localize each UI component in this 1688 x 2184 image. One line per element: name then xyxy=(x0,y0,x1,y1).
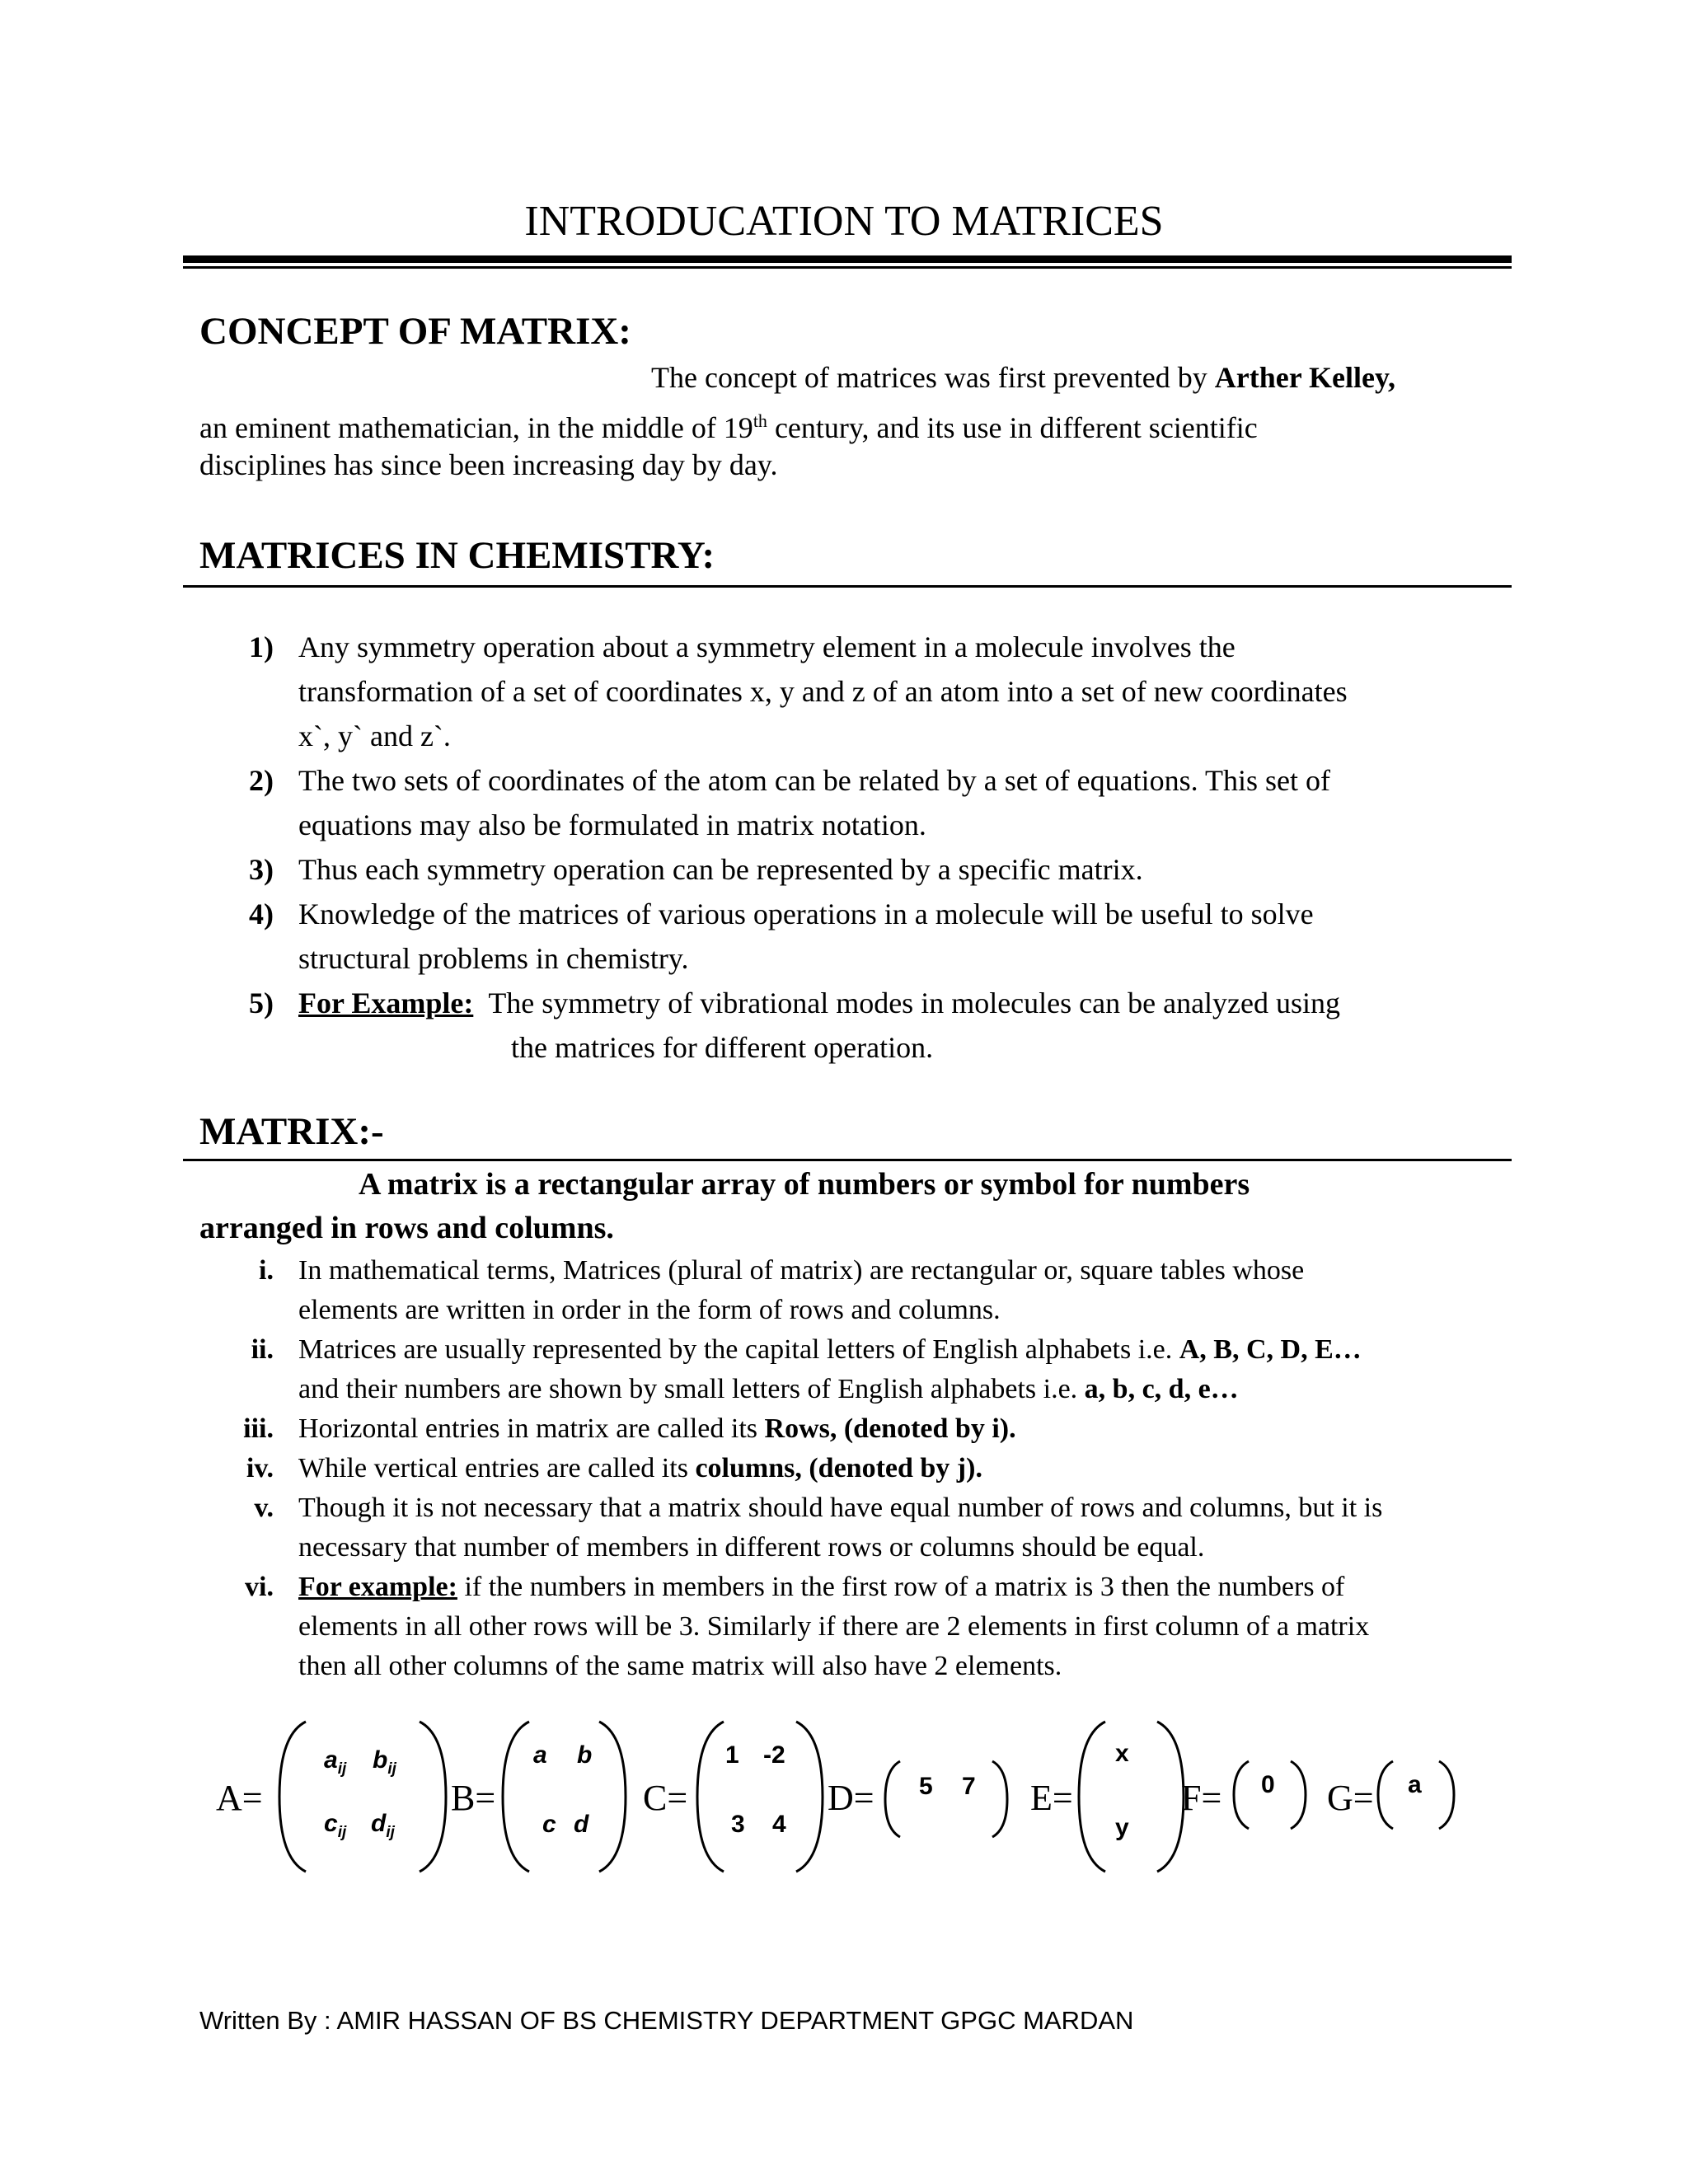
chemistry-rule xyxy=(183,585,1512,588)
chemistry-item-4-line-2: structural problems in chemistry. xyxy=(298,942,689,975)
chemistry-item-2-line-2: equations may also be formulated in matrix notation. xyxy=(298,808,926,841)
matrix-item-vi-line-3: then all other columns of the same matrix will also have 2 elements. xyxy=(298,1651,1062,1681)
for-example-label-2: For example: xyxy=(298,1572,457,1602)
page-title: INTRODUCATION TO MATRICES xyxy=(524,198,1164,245)
matrix-a-entry-b: $b_{ij}$ xyxy=(373,1746,396,1778)
title-rule-thin xyxy=(183,266,1512,269)
matrix-b-entry-b: b xyxy=(577,1741,593,1769)
matrix-a-entry-c: $c_{ij}$ xyxy=(324,1810,347,1841)
matrix-a-right-paren xyxy=(416,1718,449,1875)
concept-line-2: an eminent mathematician, in the middle of 19th century, and its use in different scientific xyxy=(199,410,1258,444)
matrix-item-i: i. In mathematical terms, Matrices (plural of matrix) are rectangular or, square tables whose xyxy=(259,1255,1305,1286)
matrix-b-right-paren xyxy=(596,1718,629,1875)
for-example-label: For Example: xyxy=(298,987,474,1019)
chemistry-heading: MATRICES IN CHEMISTRY: xyxy=(199,534,715,577)
matrix-a-entry-d: $d_{ij}$ xyxy=(371,1810,395,1841)
matrix-f-right-paren xyxy=(1287,1758,1309,1832)
matrix-c-entry-4: 4 xyxy=(772,1811,786,1838)
matrix-a-label: A= xyxy=(216,1778,263,1818)
matrix-item-v-line-2: necessary that number of members in different rows or columns should be equal. xyxy=(298,1532,1205,1563)
title-rule-thick xyxy=(183,255,1512,263)
chemistry-item-3: 3) Thus each symmetry operation can be represented by a specific matrix. xyxy=(249,853,1143,886)
matrix-e-entry-x: x xyxy=(1115,1740,1129,1767)
matrix-g-entry-a: a xyxy=(1408,1771,1422,1798)
chemistry-item-2: 2) The two sets of coordinates of the atom can be related by a set of equations. This set of xyxy=(249,764,1330,797)
chemistry-item-1-line-3: x`, y` and z`. xyxy=(298,719,451,752)
matrix-g-label: G= xyxy=(1327,1778,1374,1818)
concept-line-1: The concept of matrices was first prevented by Arther Kelley, xyxy=(651,361,1396,394)
matrix-g-right-paren xyxy=(1436,1758,1457,1832)
concept-heading: CONCEPT OF MATRIX: xyxy=(199,310,631,353)
matrix-f-entry-0: 0 xyxy=(1261,1771,1275,1798)
matrix-d-right-paren xyxy=(989,1758,1010,1840)
matrix-c-entry-1: 1 xyxy=(725,1741,739,1769)
chemistry-item-5: 5) For Example: The symmetry of vibrational modes in molecules can be analyzed using xyxy=(249,987,1341,1019)
chemistry-item-1-line-2: transformation of a set of coordinates x, y and z of an atom into a set of new coordinates xyxy=(298,675,1348,708)
chemistry-item-1: 1) Any symmetry operation about a symmetry element in a molecule involves the xyxy=(249,630,1236,663)
matrix-item-i-line-2: elements are written in order in the form of rows and columns. xyxy=(298,1295,1001,1325)
matrix-item-vi: vi. For example: if the numbers in members in the first row of a matrix is 3 then the numbers of xyxy=(245,1572,1345,1602)
matrix-e-entry-y: y xyxy=(1115,1814,1129,1841)
matrix-c-entry-2: -2 xyxy=(763,1741,785,1769)
matrix-f-label: F= xyxy=(1181,1778,1222,1818)
chemistry-item-4: 4) Knowledge of the matrices of various operations in a molecule will be useful to solve xyxy=(249,898,1314,930)
matrix-d-label: D= xyxy=(828,1778,874,1818)
author-name: Arther Kelley, xyxy=(1214,361,1396,394)
matrix-item-ii-line-2: and their numbers are shown by small letters of English alphabets i.e. a, b, c, d, e… xyxy=(298,1374,1239,1404)
matrix-b-left-paren xyxy=(499,1718,532,1875)
concept-line-3: disciplines has since been increasing day by day. xyxy=(199,448,778,481)
matrix-c-right-paren xyxy=(793,1718,826,1875)
matrix-d-entry-1: 5 xyxy=(919,1773,933,1800)
matrix-e-left-paren xyxy=(1076,1718,1109,1875)
matrix-definition-line-2: arranged in rows and columns. xyxy=(199,1211,614,1245)
chemistry-item-5-line-2: the matrices for different operation. xyxy=(511,1031,934,1064)
matrix-item-iii: iii. Horizontal entries in matrix are called its Rows, (denoted by i). xyxy=(243,1413,1016,1444)
matrix-e-label: E= xyxy=(1030,1778,1073,1818)
matrix-a-entry-a: $a_{ij}$ xyxy=(324,1746,347,1778)
matrix-b-label: B= xyxy=(451,1778,496,1818)
matrix-d-left-paren xyxy=(882,1758,903,1840)
matrix-definition-line-1: A matrix is a rectangular array of numbers or symbol for numbers xyxy=(359,1167,1250,1202)
matrix-item-ii: ii. Matrices are usually represented by the capital letters of English alphabets i.e. A, B, C, D, E… xyxy=(251,1334,1362,1365)
matrix-a-left-paren xyxy=(276,1718,309,1875)
matrix-item-vi-line-2: elements in all other rows will be 3. Similarly if there are 2 elements in first column of a matrix xyxy=(298,1611,1370,1642)
matrix-item-v: v. Though it is not necessary that a matrix should have equal number of rows and columns, but it is xyxy=(254,1493,1383,1523)
matrix-b-entry-d: d xyxy=(574,1811,589,1838)
matrix-b-entry-a: a xyxy=(533,1741,547,1769)
matrix-b-entry-c: c xyxy=(542,1811,556,1838)
matrix-rule xyxy=(183,1159,1512,1161)
matrix-f-left-paren xyxy=(1231,1758,1252,1832)
matrix-c-entry-3: 3 xyxy=(731,1811,745,1838)
matrix-heading: MATRIX:- xyxy=(199,1110,384,1153)
matrix-item-iv: iv. While vertical entries are called its columns, (denoted by j). xyxy=(246,1453,982,1483)
matrix-g-left-paren xyxy=(1375,1758,1396,1832)
matrix-c-left-paren xyxy=(694,1718,727,1875)
matrix-d-entry-2: 7 xyxy=(962,1773,976,1800)
matrix-c-label: C= xyxy=(643,1778,688,1818)
footer-author: Written By : AMIR HASSAN OF BS CHEMISTRY DEPARTMENT GPGC MARDAN xyxy=(199,2006,1134,2035)
